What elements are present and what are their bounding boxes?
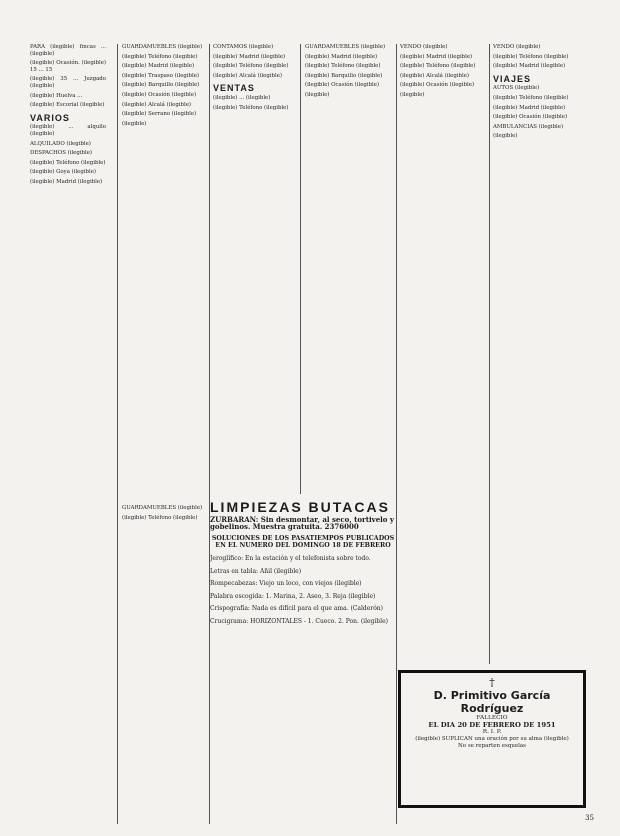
ad: (ilegible) Teléfono (ilegible) [305,63,381,70]
column-divider [396,44,397,824]
ad: GUARDAMUEBLES (ilegible) [122,505,203,511]
ad-list [30,44,106,109]
ad: GUARDAMUEBLES (ilegible) [305,44,386,50]
ad: (ilegible) Ocasión (ilegible) [493,114,568,121]
ad: (ilegible) Teléfono (ilegible) [122,53,198,60]
column-6 [493,44,589,664]
ad: VENDO (ilegible) [400,44,448,50]
ad-list [30,124,106,185]
ad: (ilegible) Alcalá (ilegible) [400,72,469,79]
ad: (ilegible) 35 ... Juzgado (ilegible) [30,76,106,89]
ad: (ilegible) Madrid (ilegible) [493,104,566,111]
column-5 [400,44,486,664]
ad: (ilegible) Huelva ... [30,92,83,99]
puzzle-solution: Crucigrama: HORIZONTALES - 1. Cueco. 2. Pon. (ilegible) [210,617,388,625]
ad: (ilegible) Teléfono (ilegible) [213,104,289,111]
ad: (ilegible) Ocasión (ilegible) [305,82,380,89]
solutions-heading: SOLUCIONES DE LOS PASATIEMPOS PUBLICADOS EN EL NUMERO DEL DOMINGO 18 DE FEBRERO [211,534,395,550]
ad: (ilegible) Barquillo (ilegible) [305,72,383,79]
cross-icon: † [489,676,495,689]
ad: DESPACHOS (ilegible) [30,150,93,157]
ad: (ilegible) Alcalá (ilegible) [213,72,282,79]
ad: (ilegible) [400,91,425,98]
column-4 [305,44,393,499]
ad: GUARDAMUEBLES (ilegible) [122,44,203,50]
puzzle-solution: Jeroglífico: En la estación y el telefonista sobre todo. [210,554,371,562]
column-2 [122,44,208,499]
ad: (ilegible) Teléfono (ilegible) [493,53,569,60]
ad: (ilegible) Teléfono (ilegible) [493,94,569,101]
puzzle-solution: Palabra escogida: 1. Marina, 2. Aseo, 3. Reja (ilegible) [210,592,376,600]
deceased-name: D. Primitivo García Rodríguez [433,689,551,715]
obituary-line: FALLECIO [476,715,508,721]
ad: (ilegible) [305,91,330,98]
ad: (ilegible) Goya (ilegible) [30,169,97,176]
ad: (ilegible) [493,133,518,140]
ad: (ilegible) Ocasión (ilegible) [122,91,197,98]
section-header-varios: VARIOS [30,112,70,123]
column-divider [489,44,490,664]
column-divider [300,44,301,494]
obituary-body: (ilegible) SUPLICAN una oración por su alma (ilegible) [415,736,569,742]
column-divider [117,44,118,824]
ad: (ilegible) Madrid (ilegible) [30,178,103,185]
section-header-ventas: VENTAS [213,83,255,94]
ad: (ilegible) Ocasión. (ilegible) 15 ... 15 [30,60,106,73]
obituary-notice [398,670,586,808]
ad: (ilegible) Barquillo (ilegible) [122,82,200,89]
page-number: 35 [585,814,594,822]
ad: (ilegible) Teléfono (ilegible) [122,514,198,521]
ad: (ilegible) Madrid (ilegible) [122,63,195,70]
ad: (ilegible) Traspaso (ilegible) [122,72,200,79]
ad: (ilegible) Madrid (ilegible) [305,53,378,60]
ad: (ilegible) Teléfono (ilegible) [30,159,106,166]
puzzle-solution: Crispografía: Nada es difícil para el que ama. (Calderón) [210,605,384,613]
ad: (ilegible) Teléfono (ilegible) [213,63,289,70]
ad: AUTOS (ilegible) [493,85,540,92]
column-1 [30,44,106,820]
limpiezas-block [210,500,396,800]
ad: (ilegible) Alcalá (ilegible) [122,101,191,108]
obituary-date: EL DIA 20 DE FEBRERO DE 1951 [428,721,556,729]
ad: (ilegible) Madrid (ilegible) [213,53,286,60]
ad: (ilegible) Madrid (ilegible) [493,63,566,70]
ad: PARA (ilegible) fincas ... (ilegible) [30,44,106,57]
ad: (ilegible) [122,120,147,127]
ad: (ilegible) Serrano (ilegible) [122,111,197,118]
ad: (ilegible) Madrid (ilegible) [400,53,473,60]
puzzle-solution: Letras en tabla: Añil (ilegible) [210,567,302,575]
obituary-rip: R. I. P. [482,729,502,735]
ad: (ilegible) Ocasión (ilegible) [400,82,475,89]
ad: (ilegible) Escorial (ilegible) [30,102,105,109]
column-2-lower [122,505,208,820]
column-3 [213,44,297,499]
ad: AMBULANCIAS (ilegible) [493,123,564,130]
ad: CONTAMOS (ilegible) [213,44,274,50]
ad: (ilegible) ... alquilo (ilegible) [30,124,106,137]
ad: (ilegible) Teléfono (ilegible) [400,63,476,70]
limpiezas-subtitle: ZURBARAN: Sin desmontar, al seco, tortivelo y gobelinos. Muestra gratuita. 2376000 [210,514,394,532]
ad: VENDO (ilegible) [493,44,541,50]
limpiezas-title: LIMPIEZAS BUTACAS [210,499,390,515]
section-header-viajes: VIAJES [493,73,532,84]
ad: ALQUILADO (ilegible) [30,140,91,147]
ad: (ilegible) ... (ilegible) [213,94,271,101]
puzzle-solution: Rompecabezas: Viejo un loco, con viejos (ilegible) [210,580,362,588]
obituary-footer: No se reparten esquelas [457,743,527,749]
